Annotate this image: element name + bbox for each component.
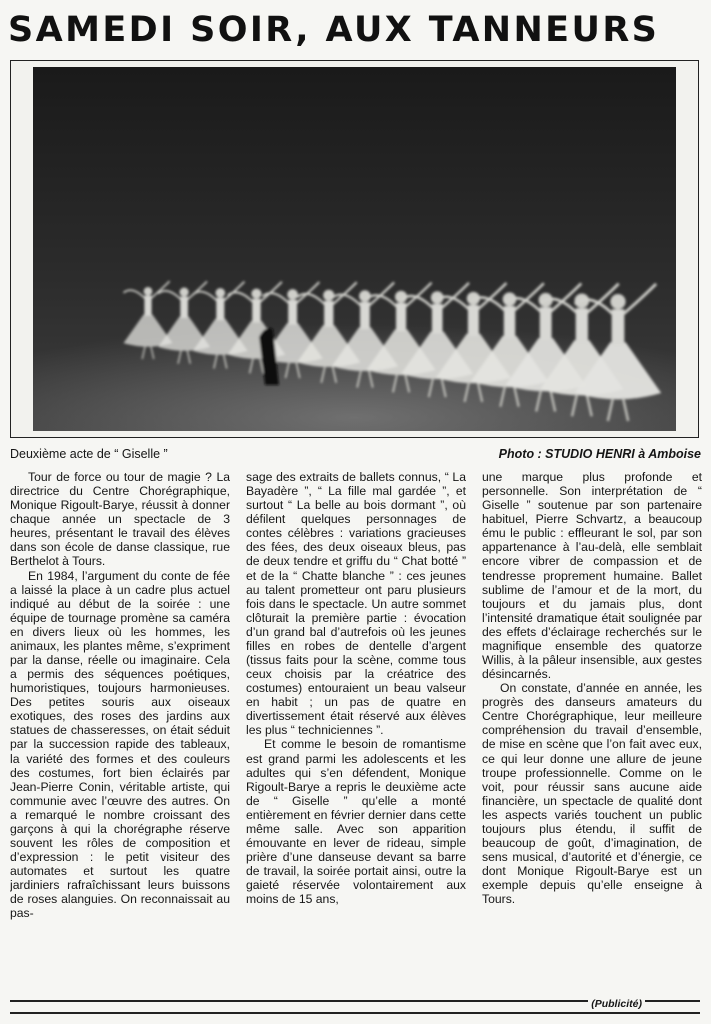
paragraph: sage des extraits de ballets connus, “ La Bayadère ”, “ La fille mal gardée ”, et surtout “ La belle au bois dormant ”, où défilent quelques personnages de contes célèbres : variations gracieuses des fées, des deux oiseaux bleus, pas de deux tendre et griffu du “ Chat botté ” et de la “ Chatte blanche ” : ces jeunes au talent prometteur ont paru plusieurs fois dans le spectacle. Un autre sommet clôturait la première partie : évocation d’un grand bal d’autrefois où les jeunes filles en robes de dentelle d’argent (tissus faits pour la scène, comme tous ceux choisis par la créatrice des costumes) entouraient un beau valseur en habit ; un pas de quatre en divertissement était réservé aux élèves les plus “ techniciennes ”. [246, 470, 466, 738]
paragraph: une marque plus profonde et personnelle. Son interprétation de “ Giselle ” soutenue par son partenaire habituel, Pierre Schvartz, a beaucoup ému le public : effleurant le sol, par son appartenance à l’au-delà, elle semblait encore vibrer de compassion et de tendresse proprement humaine. Ballet sublime de l’amour et de la mort, du toujours et du jamais plus, dont l’intensité dramatique était soulignée par des effets d’éclairage recherchés sur le magnifique ensemble des quatorze Willis, à la pâleur insensible, aux gestes désincarnés. [482, 470, 702, 682]
article-column-2 [246, 470, 466, 995]
photo-caption: Deuxième acte de “ Giselle ” [10, 447, 168, 461]
photo-frame [10, 60, 699, 438]
paragraph: Tour de force ou tour de magie ? La directrice du Centre Chorégraphique, Monique Rigoult-Barye, réussit à donner chaque année un spectacle de 3 heures, présentant le travail des élèves dans son école de danse classique, rue Berthelot à Tours. [10, 470, 230, 569]
article-column-3 [482, 470, 702, 995]
paragraph: En 1984, l’argument du conte de fée a laissé la place à un cadre plus actuel indiqué au début de la soirée : une équipe de tournage promène sa caméra en divers lieux où les hommes, les animaux, les plantes même, s’expriment par la danse, réelle ou imaginaire. Cela a permis des séquences poétiques, humoristiques, toujours harmonieuses. Des petites souris aux oiseaux exotiques, des roses des jardins aux statues de chasseresses, on était séduit par la succession rapide des tableaux, la variété des formes et des couleurs des costumes, fort bien éclairés par Jean-Pierre Conin, véritable artiste, qui communie avec l’œuvre des autres. On a remarqué le nombre croissant des garçons à qui la chorégraphe réserve souvent les rôles de composition et d’expression : le petit visiteur des automates et surtout les quatre jardiniers rafraîchissant leurs buissons de roses alanguies. On reconnaissait au pas- [10, 568, 230, 921]
headline: SAMEDI SOIR, AUX TANNEURS [8, 10, 660, 50]
paragraph: Et comme le besoin de romantisme est grand parmi les adolescents et les adultes qui s’en défendent, Monique Rigoult-Barye a repris le deuxième acte de “ Giselle ” qu’elle a monté entièrement en février dernier dans cette même salle. Avec son apparition émouvante en lever de rideau, simple prière d’une danseuse devant sa barre de travail, la soirée portait ainsi, outre la gaieté réservée volontairement aux moins de 15 ans, [246, 737, 466, 907]
ballet-photo-image [33, 67, 676, 431]
advertisement-label: (Publicité) [588, 996, 645, 1012]
ballet-photo [33, 67, 676, 431]
footer-rule-bottom [10, 1012, 700, 1014]
paragraph: On constate, d’année en année, les progrès des danseurs amateurs du Centre Chorégraphique, leur meilleure compréhension du travail d’ensemble, de mise en scène que l’on fait avec eux, ce qui leur donne une allure de jeune troupe professionnelle. Comme on le voit, pour réussir sans aucune aide financière, un spectacle de qualité dont les aspects variés touchent un public toujours plus étendu, il suffit de beaucoup de goût, d’imagination, de sens musical, d’autorité et d’énergie, ce dont Monique Rigoult-Barye est un exemple depuis qu’elle enseigne à Tours. [482, 681, 702, 907]
photo-credit: Photo : STUDIO HENRI à Amboise [498, 447, 701, 461]
article-column-1 [10, 470, 230, 995]
